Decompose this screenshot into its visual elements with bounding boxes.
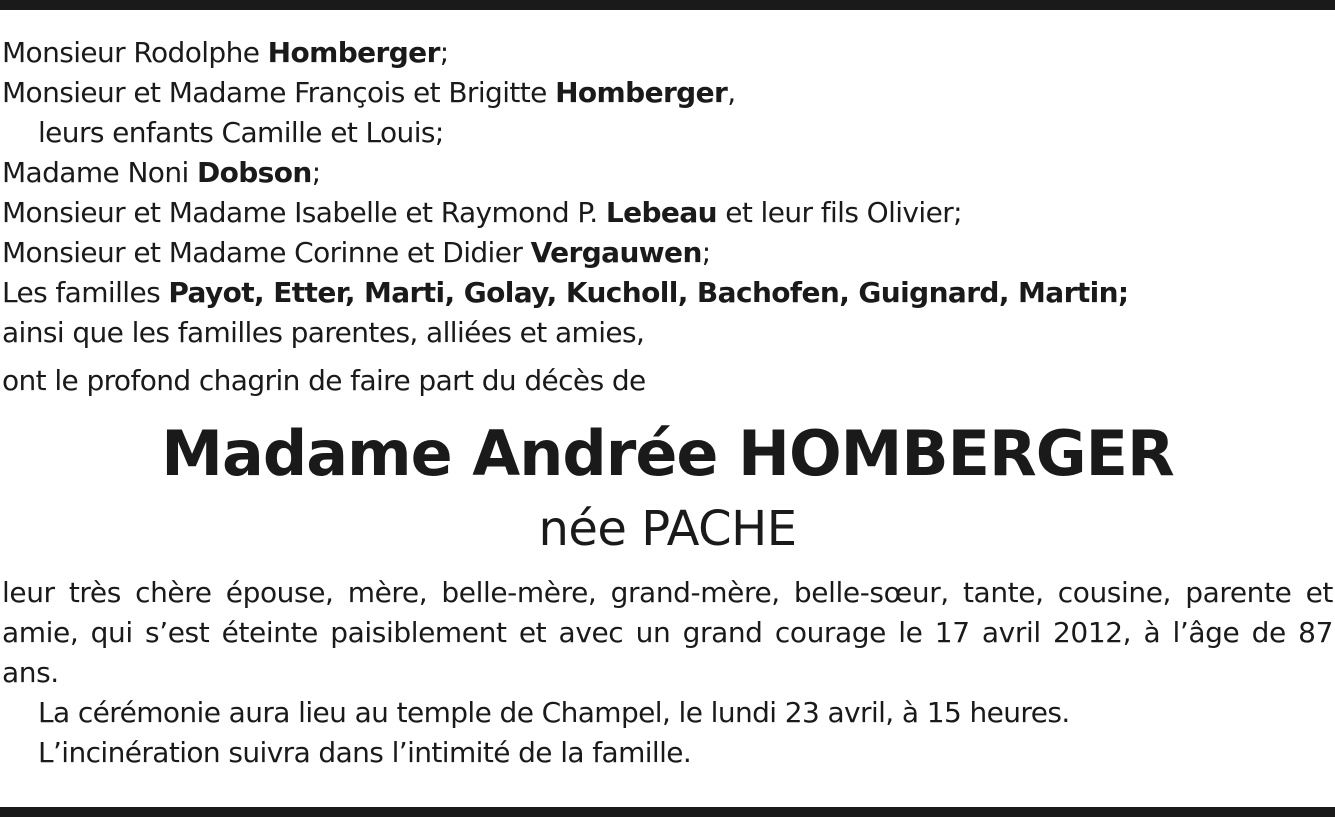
ceremony-details: La cérémonie aura lieu au temple de Champel, le lundi 23 avril, à 15 heures. xyxy=(38,696,1070,729)
bottom-border-rule xyxy=(0,807,1335,817)
mourner-line: ainsi que les familles parentes, alliées et amies, xyxy=(2,316,645,349)
mourner-line: leurs enfants Camille et Louis; xyxy=(38,116,444,149)
mourner-line: Madame Noni Dobson; xyxy=(2,156,321,189)
maiden-name: née PACHE xyxy=(538,501,797,557)
mourner-line: Les familles Payot, Etter, Marti, Golay, Kucholl, Bachofen, Guignard, Martin; xyxy=(2,276,1129,309)
announcement-line: ont le profond chagrin de faire part du décès de xyxy=(2,364,646,397)
mourner-line: Monsieur Rodolphe Homberger; xyxy=(2,36,449,69)
deceased-name: Madame Andrée HOMBERGER xyxy=(161,417,1174,490)
deceased-description: leur très chère épouse, mère, belle-mère, grand-mère, belle-sœur, tante, cousine, parente et amie, qui s’est éteinte paisiblement et avec un grand courage le 17 avril 2012, à l’âge de 87 ans. xyxy=(2,576,1333,689)
mourner-line: Monsieur et Madame Corinne et Didier Vergauwen; xyxy=(2,236,711,269)
top-border-rule xyxy=(0,0,1335,10)
mourner-line: Monsieur et Madame François et Brigitte Homberger, xyxy=(2,76,736,109)
obituary-notice xyxy=(2,33,1333,773)
mourner-line: Monsieur et Madame Isabelle et Raymond P. Lebeau et leur fils Olivier; xyxy=(2,196,962,229)
incineration-details: L’incinération suivra dans l’intimité de la famille. xyxy=(38,736,692,769)
